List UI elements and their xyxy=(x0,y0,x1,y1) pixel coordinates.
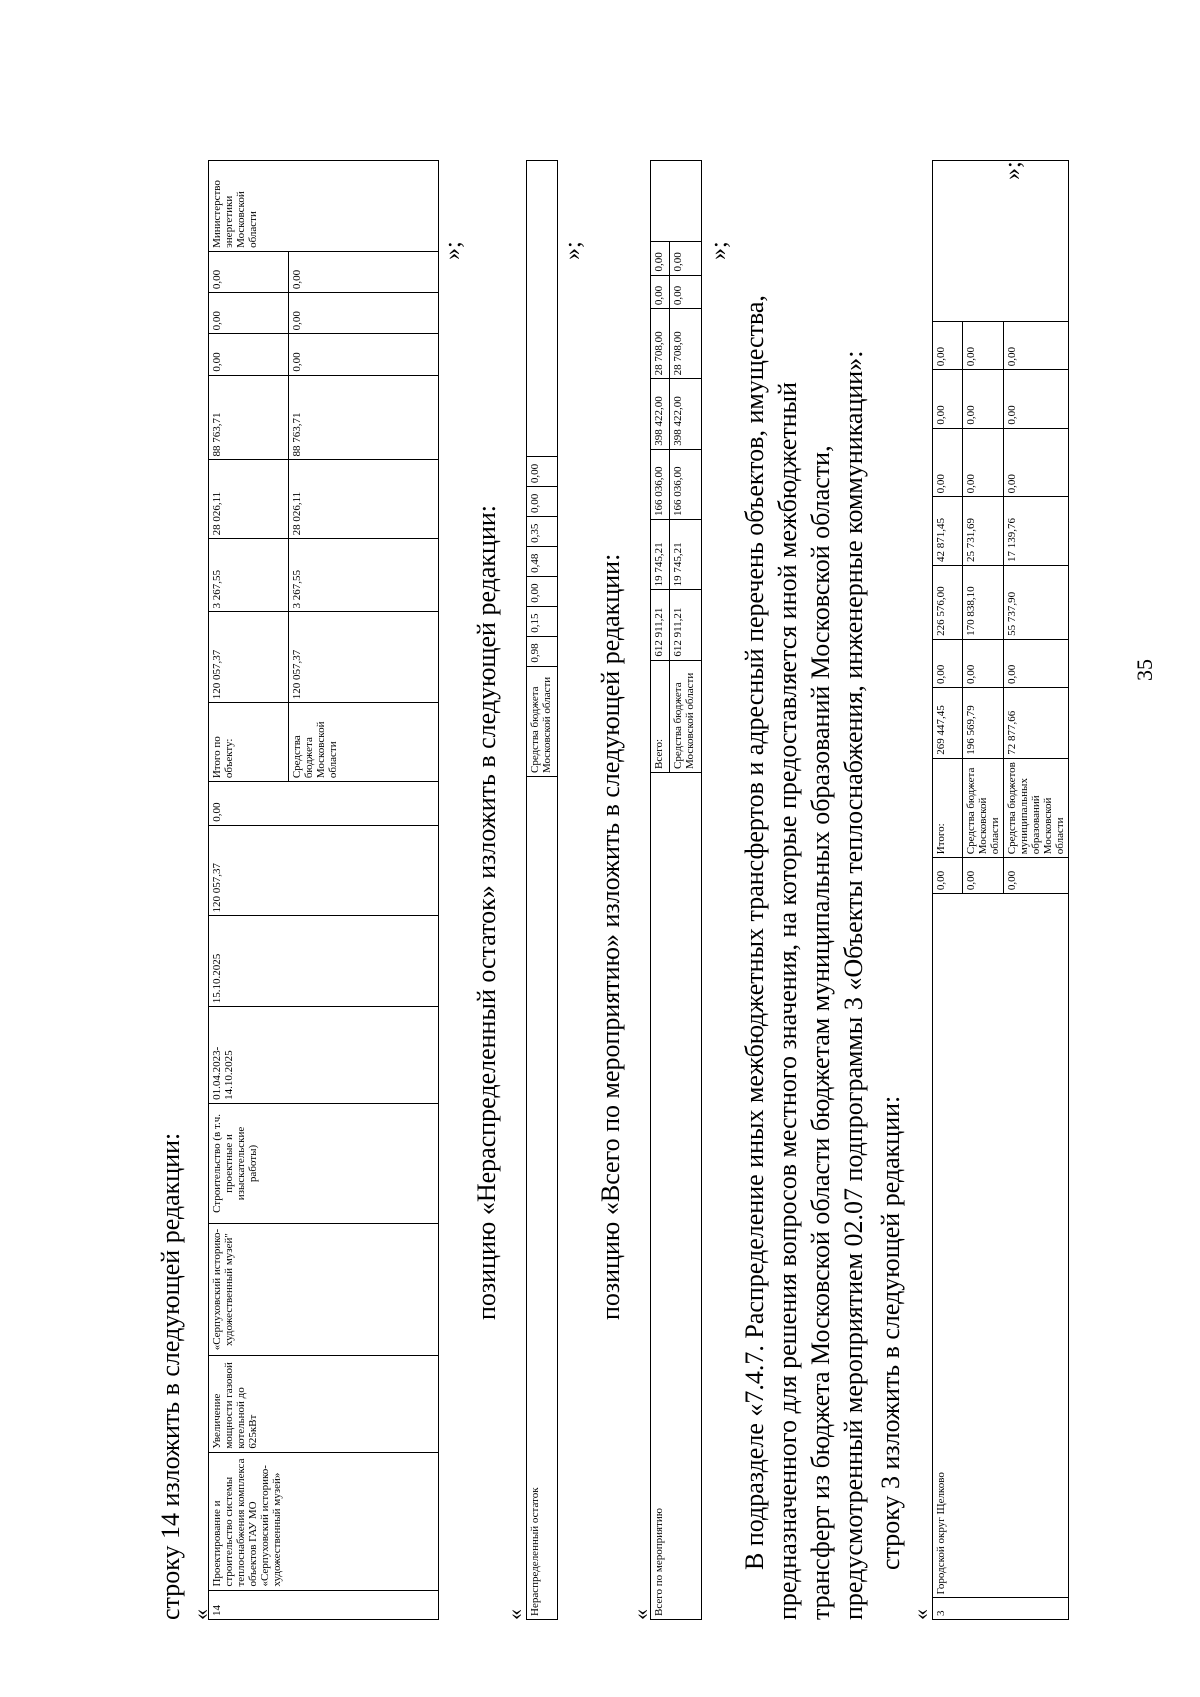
section4-close: »; xyxy=(1000,161,1026,180)
district-value-0-4: 0,00 xyxy=(933,428,963,497)
customer: Министерство энергетики Московской области xyxy=(209,161,439,252)
district-value-1-5: 0,00 xyxy=(963,370,1004,428)
section1-open-quote: « xyxy=(188,1609,213,1620)
activity-value-0-3: 398 422,00 xyxy=(651,379,670,449)
value-budget-2: 28 026,11 xyxy=(289,460,439,539)
unallocated-value-2: 0,00 xyxy=(527,576,558,606)
activity-value-1-2: 166 036,00 xyxy=(669,449,701,519)
district-value-0-0: 269 447,45 xyxy=(933,688,963,759)
section3-open-quote: « xyxy=(628,1609,653,1620)
district-value-2-0: 72 877,66 xyxy=(1004,688,1069,759)
value-budget-1: 3 267,55 xyxy=(289,539,439,612)
activity-total-label: Всего по мероприятию xyxy=(651,772,702,1619)
district-value-2-2: 55 737,90 xyxy=(1004,566,1069,640)
cost: 120 057,37 xyxy=(209,825,439,916)
district-value-2-3: 17 139,76 xyxy=(1004,497,1069,566)
value-total-3: 88 763,71 xyxy=(209,375,289,460)
work-type: Строительство (в т.ч. проектные и изыскательские работы) xyxy=(209,1103,439,1223)
district-value-1-4: 0,00 xyxy=(963,428,1004,497)
section4-line-2: предназначенного для решения вопросов местного значения, на которые предоставляется иной межбюджетный xyxy=(773,381,802,1620)
district-value-0-1: 0,00 xyxy=(933,639,963,687)
value-total-0: 120 057,37 xyxy=(209,612,289,703)
activity-value-1-1: 19 745,21 xyxy=(669,520,701,590)
district-source-1: Средства бюджета Московской области xyxy=(963,758,1004,857)
district-value-2-1: 0,00 xyxy=(1004,639,1069,687)
rotated-content xyxy=(140,140,1066,1620)
activity-value-1-6: 0,00 xyxy=(669,241,701,275)
section2-close: »; xyxy=(560,241,586,260)
object-name: Проектирование и строительство системы теплоснабжения комплекса объектов ГАУ МО «Серпуховский историко-художественный музей» xyxy=(209,1452,439,1590)
section1-close: »; xyxy=(440,241,466,260)
district-pre-0: 0,00 xyxy=(933,858,963,894)
district-blank xyxy=(933,161,1069,322)
section3-close: »; xyxy=(706,241,732,260)
value-budget-5: 0,00 xyxy=(289,293,439,334)
activity-value-1-3: 398 422,00 xyxy=(669,379,701,449)
value-total-4: 0,00 xyxy=(209,334,289,375)
section4-open-quote: « xyxy=(908,1609,933,1620)
district-value-0-6: 0,00 xyxy=(933,322,963,370)
district-value-0-3: 42 871,45 xyxy=(933,497,963,566)
value-total-1: 3 267,55 xyxy=(209,539,289,612)
activity-value-0-6: 0,00 xyxy=(651,241,670,275)
district-value-1-6: 0,00 xyxy=(963,322,1004,370)
section4-line-1: В подразделе «7.4.7. Распределение иных межбюджетных трансфертов и адресный перечень объектов, имущества, xyxy=(740,295,769,1570)
activity-value-1-0: 612 911,21 xyxy=(669,590,701,660)
value-total-5: 0,00 xyxy=(209,293,289,334)
section4-intro: строку 3 изложить в следующей редакции: xyxy=(876,1095,905,1570)
activity-value-1-4: 28 708,00 xyxy=(669,309,701,379)
activity-value-0-0: 612 911,21 xyxy=(651,590,670,660)
unallocated-label: Нераспределенный остаток xyxy=(527,777,558,1620)
unallocated-value-4: 0,35 xyxy=(527,517,558,547)
unallocated-value-6: 0,00 xyxy=(527,457,558,487)
unallocated-source: Средства бюджета Московской области xyxy=(527,666,558,776)
object-address: «Серпуховский историко-художественный музей" xyxy=(209,1224,439,1356)
district-value-1-0: 196 569,79 xyxy=(963,688,1004,759)
district-value-0-5: 0,00 xyxy=(933,370,963,428)
district-value-1-2: 170 838,10 xyxy=(963,566,1004,640)
section4-line-3: трансферт из бюджета Московской области бюджетам муниципальных образований Московской области, xyxy=(806,445,835,1620)
section2-intro: позицию «Нераспределенный остаток» изложить в следующей редакции: xyxy=(472,504,501,1320)
district-pre-1: 0,00 xyxy=(963,858,1004,894)
value-budget-3: 88 763,71 xyxy=(289,375,439,460)
section2-open-quote: « xyxy=(502,1609,527,1620)
district-source-0: Итого: xyxy=(933,758,963,857)
open-date: 15.10.2025 xyxy=(209,916,439,1007)
section4-paragraph xyxy=(738,160,870,1620)
section3-table xyxy=(650,160,702,1620)
activity-value-0-5: 0,00 xyxy=(651,275,670,309)
section3-intro: позицию «Всего по мероприятию» изложить в следующей редакции: xyxy=(596,553,625,1320)
capacity: Увеличение мощности газовой котельной до 625кВт xyxy=(209,1356,439,1453)
value-budget-0: 120 057,37 xyxy=(289,612,439,703)
activity-value-1-5: 0,00 xyxy=(669,275,701,309)
activity-value-0-1: 19 745,21 xyxy=(651,520,670,590)
district-value-1-3: 25 731,69 xyxy=(963,497,1004,566)
district-value-2-4: 0,00 xyxy=(1004,428,1069,497)
district-number: 3 xyxy=(933,1598,1069,1620)
section4-line-4: предусмотренный мероприятием 02.07 подпрограммы 3 «Объекты теплоснабжения, инженерные коммуникации»: xyxy=(839,350,868,1620)
district-pre-2: 0,00 xyxy=(1004,858,1069,894)
row-number: 14 xyxy=(209,1590,439,1619)
value-total-6: 0,00 xyxy=(209,251,289,292)
page-number: 35 xyxy=(1132,659,1157,681)
source-budget: Средства бюджета Московской области xyxy=(289,703,439,782)
district-value-2-5: 0,00 xyxy=(1004,370,1069,428)
section2-table xyxy=(526,160,558,1620)
district-source-2: Средства бюджетов муниципальных образований Московской области xyxy=(1004,758,1069,857)
activity-value-0-2: 166 036,00 xyxy=(651,449,670,519)
activity-source-0: Всего: xyxy=(651,660,670,772)
activity-value-0-4: 28 708,00 xyxy=(651,309,670,379)
activity-source-1: Средства бюджета Московской области xyxy=(669,660,701,772)
unallocated-value-0: 0,98 xyxy=(527,636,558,666)
unallocated-value-5: 0,00 xyxy=(527,487,558,517)
value-budget-4: 0,00 xyxy=(289,334,439,375)
section1-table xyxy=(208,160,439,1620)
district-value-0-2: 226 576,00 xyxy=(933,566,963,640)
section4-table xyxy=(932,160,1069,1620)
unallocated-value-1: 0,15 xyxy=(527,606,558,636)
district-value-2-6: 0,00 xyxy=(1004,322,1069,370)
activity-blank xyxy=(651,161,702,242)
financed: 0,00 xyxy=(209,782,439,826)
unallocated-value-3: 0,48 xyxy=(527,546,558,576)
section1-intro: строку 14 изложить в следующей редакции: xyxy=(156,1132,185,1620)
unallocated-blank xyxy=(527,161,558,457)
district-value-1-1: 0,00 xyxy=(963,639,1004,687)
district-name: Городской округ Щелково xyxy=(933,894,1069,1598)
value-total-2: 28 026,11 xyxy=(209,460,289,539)
value-budget-6: 0,00 xyxy=(289,251,439,292)
period: 01.04.2023-14.10.2025 xyxy=(209,1007,439,1104)
source-total: Итого по объекту: xyxy=(209,703,289,782)
